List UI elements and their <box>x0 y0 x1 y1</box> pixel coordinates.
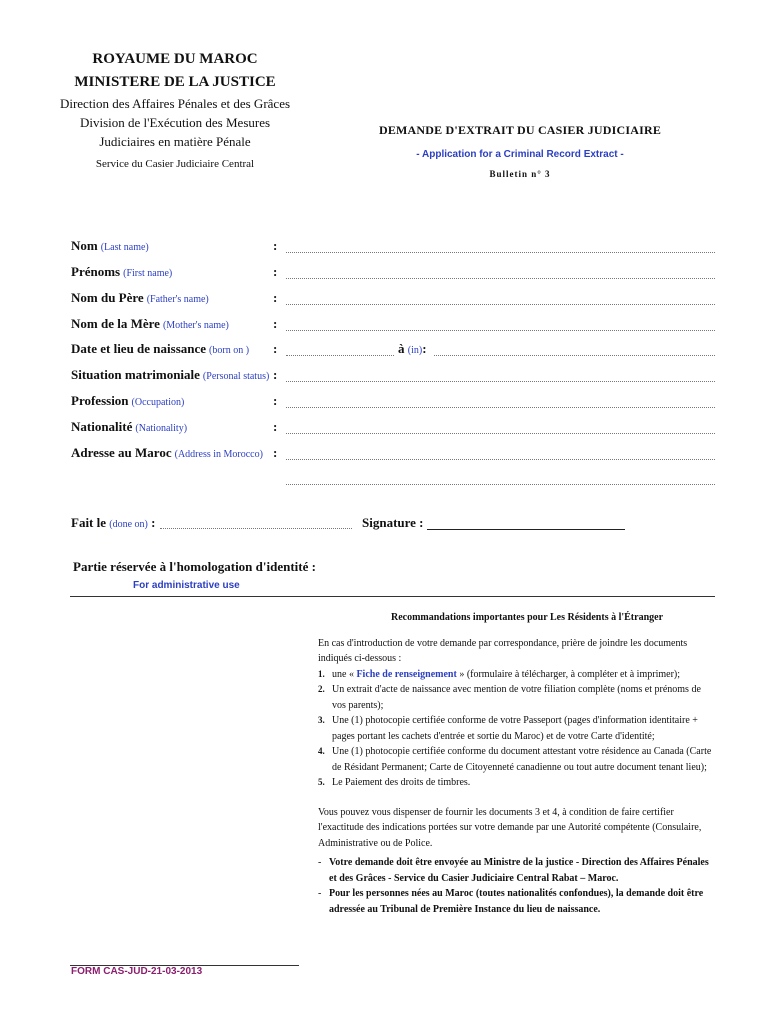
field-label-english: (Address in Morocco) <box>174 449 263 460</box>
signature-line[interactable] <box>427 529 625 530</box>
first-name-input-line[interactable] <box>286 278 715 279</box>
kingdom-title: ROYAUME DU MAROC <box>92 51 258 67</box>
field-colon: : <box>273 341 278 356</box>
last-name-input-line[interactable] <box>286 252 715 253</box>
ministry-header <box>40 48 310 172</box>
field-colon: : <box>273 264 278 279</box>
signature-label: Signature : <box>362 515 424 530</box>
list-item: - Votre demande doit être envoyée au Ministre de la justice - Direction des Affaires Pénales et des Grâces - Service du Casier Judiciaire Central Rabat – Maroc. <box>318 855 716 886</box>
mother-name-input-line[interactable] <box>286 330 715 331</box>
field-label: Nom de la Mère <box>71 316 160 331</box>
address-input-line-2[interactable] <box>286 484 715 485</box>
dispensation-paragraph: Vous pouvez vous dispenser de fournir les documents 3 et 4, à condition de faire certifier l'exactitude des indications portées sur votre demande par une Autorité compétente (Consulaire, Administrative ou de Police. <box>318 806 702 849</box>
field-label: Nom du Père <box>71 290 144 305</box>
done-on-input-line[interactable] <box>160 528 352 529</box>
field-label-english: (Father's name) <box>146 294 209 305</box>
field-label: Date et lieu de naissance <box>71 341 207 356</box>
field-label-english: (Last name) <box>100 242 149 253</box>
field-occupation <box>71 393 715 413</box>
birth-date-input-line[interactable] <box>286 355 394 356</box>
field-colon: : <box>273 445 278 460</box>
birth-place-label: à (in): <box>398 341 427 356</box>
section-divider <box>70 596 715 597</box>
field-marital-status <box>71 367 715 387</box>
list-item: 2. Un extrait d'acte de naissance avec mention de votre filiation complète (noms et prénoms de vos parents); <box>318 684 701 711</box>
father-name-input-line[interactable] <box>286 304 715 305</box>
field-label: Nationalité <box>71 419 133 434</box>
address-input-line[interactable] <box>286 459 715 460</box>
list-item: 3. Une (1) photocopie certifiée conforme de votre Passeport (pages d'information identitaire + pages portant les cachets d'entrée et sortie du Maroc) et de votre Carte d'identité; <box>318 715 698 742</box>
field-colon: : <box>273 393 278 408</box>
field-label-english: (First name) <box>123 268 173 279</box>
required-documents-list <box>318 667 716 791</box>
field-label: Nom <box>71 238 98 253</box>
division-line: Division de l'Exécution des Mesures <box>79 115 271 130</box>
ministry-title: MINISTERE DE LA JUSTICE <box>74 74 276 90</box>
field-mother-name <box>71 316 715 336</box>
recommendations-section <box>318 610 716 917</box>
service-line: Service du Casier Judiciaire Central <box>95 158 255 170</box>
recommendations-title: Recommandations importantes pour Les Résidents à l'Étranger <box>390 612 664 623</box>
list-item: 5. Le Paiement des droits de timbres. <box>318 777 471 788</box>
field-last-name <box>71 238 715 258</box>
field-colon: : <box>273 316 278 331</box>
document-title-block <box>330 123 710 179</box>
list-item: - Pour les personnes nées au Maroc (toutes nationalités confondues), la demande doit être adressée au Tribunal de Première Instance du lieu de naissance. <box>318 886 716 917</box>
field-label-english: (Mother's name) <box>162 320 229 331</box>
field-colon: : <box>273 238 278 253</box>
field-label-english: (Nationality) <box>135 423 188 434</box>
division-line-2: Judiciaires en matière Pénale <box>99 134 251 149</box>
identity-verification-heading: Partie réservée à l'homologation d'identité : <box>73 559 316 574</box>
occupation-input-line[interactable] <box>286 407 715 408</box>
field-address <box>71 445 715 465</box>
field-label: Profession <box>71 393 129 408</box>
field-label-english: (born on ) <box>209 345 250 356</box>
field-label: Adresse au Maroc <box>71 445 172 460</box>
field-label-english: (Occupation) <box>131 397 185 408</box>
direction-line: Direction des Affaires Pénales et des Grâces <box>59 96 291 111</box>
nationality-input-line[interactable] <box>286 433 715 434</box>
fiche-renseignement-link[interactable]: Fiche de renseignement <box>356 668 457 680</box>
field-colon: : <box>273 290 278 305</box>
done-on-label: Fait le (done on) : <box>71 515 156 530</box>
list-item: 4. Une (1) photocopie certifiée conforme du document attestant votre résidence au Canada (Carte de Résidant Permanent; Carte de Citoyenneté canadienne ou tout autre document tenant lieu); <box>318 746 712 773</box>
form-reference: FORM CAS-JUD-21-03-2013 <box>71 966 203 977</box>
field-colon: : <box>273 419 278 434</box>
field-first-name <box>71 264 715 284</box>
field-colon: : <box>273 367 278 382</box>
field-birth <box>71 341 715 361</box>
list-item: 1. une « Fiche de renseignement » (formulaire à télécharger, à compléter et à imprimer); <box>318 668 681 680</box>
field-label-english: (Personal status) <box>202 371 270 382</box>
administrative-use-label: For administrative use <box>133 580 240 591</box>
bulletin-number: Bulletin n° 3 <box>489 169 551 179</box>
document-title-english: - Application for a Criminal Record Extract - <box>416 149 624 160</box>
document-title: DEMANDE D'EXTRAIT DU CASIER JUDICIAIRE <box>378 123 662 137</box>
marital-status-input-line[interactable] <box>286 381 715 382</box>
field-nationality <box>71 419 715 439</box>
field-label: Prénoms <box>71 264 121 279</box>
mailing-instructions <box>318 855 716 917</box>
field-label: Situation matrimoniale <box>71 367 200 382</box>
recommendations-intro: En cas d'introduction de votre demande par correspondance, prière de joindre les documents indiqués ci-dessous : <box>318 637 688 664</box>
field-father-name <box>71 290 715 310</box>
birth-place-input-line[interactable] <box>434 355 715 356</box>
